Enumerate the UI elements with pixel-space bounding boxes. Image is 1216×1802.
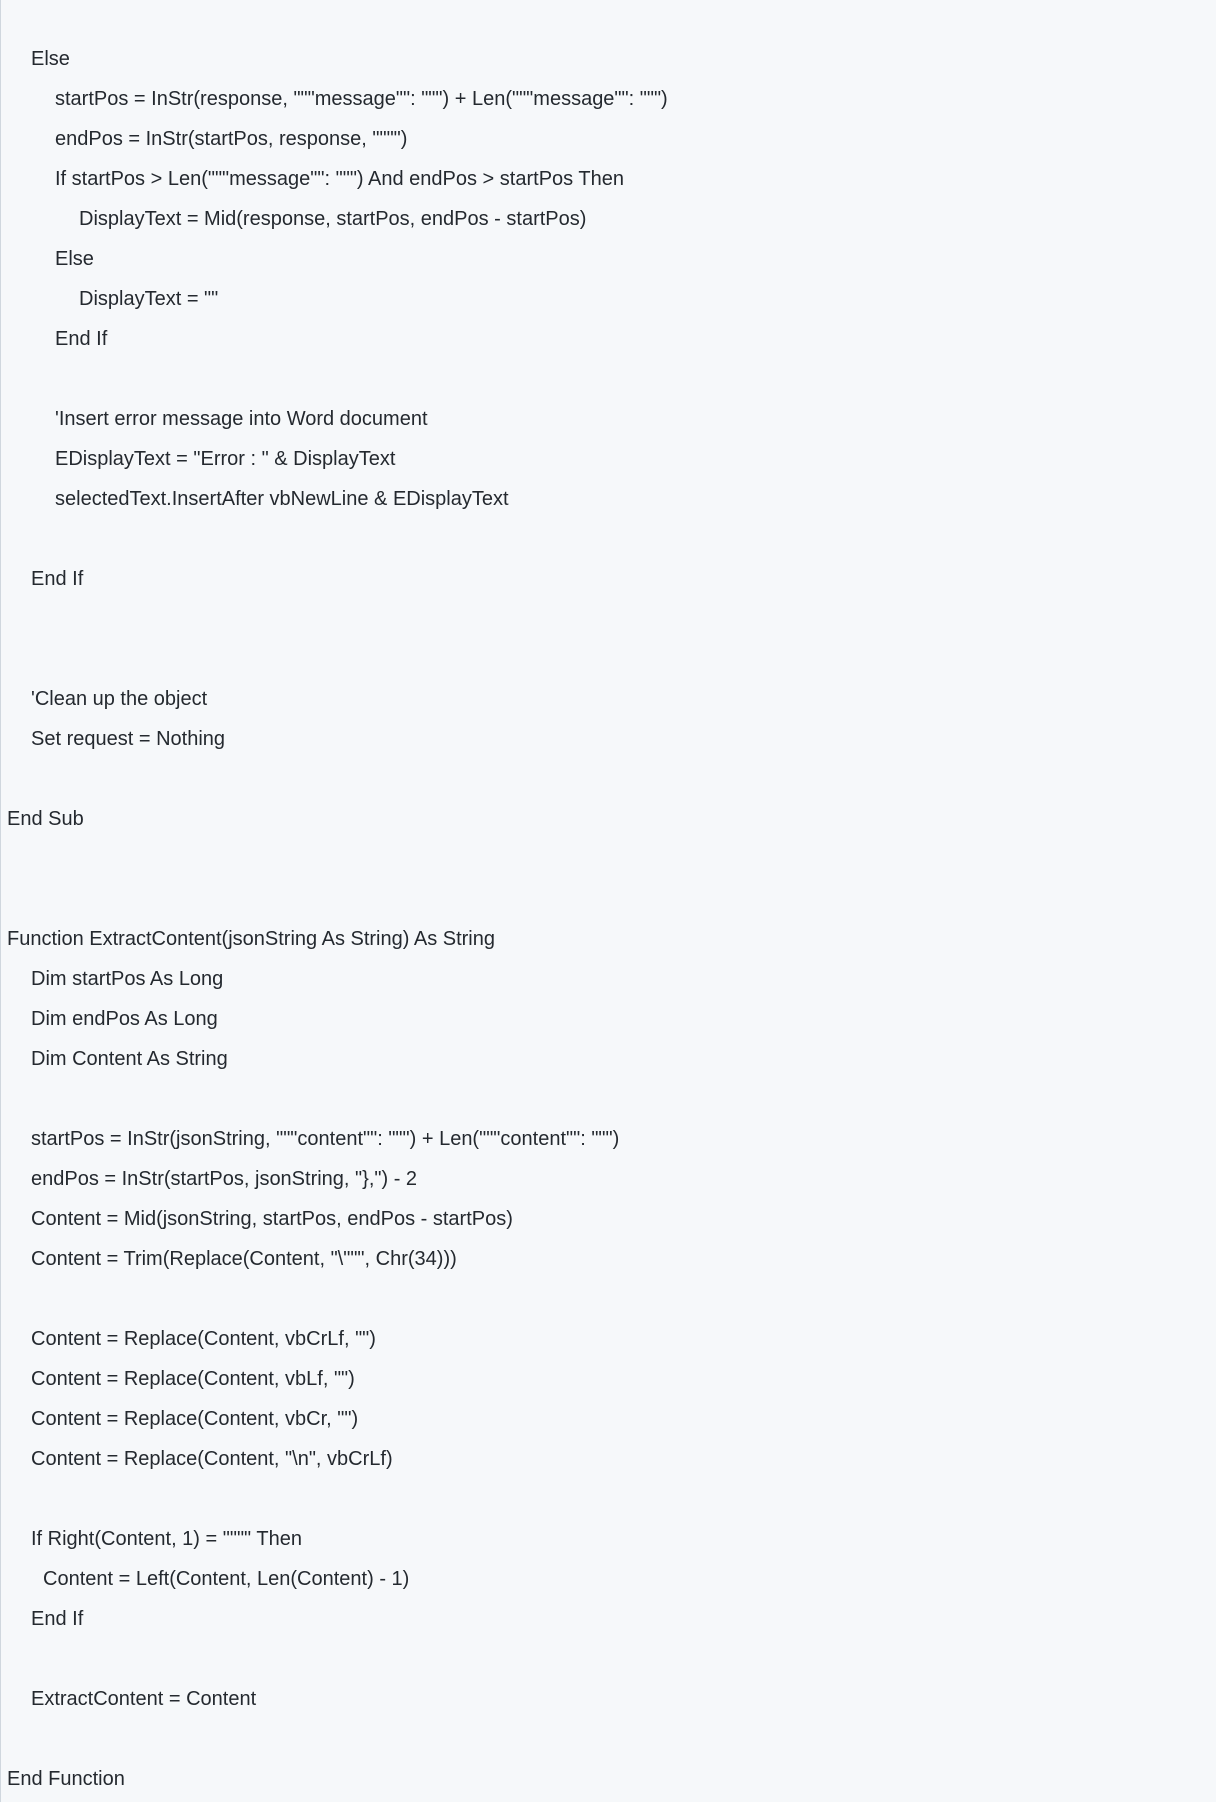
code-line: Content = Mid(jsonString, startPos, endPos - startPos) — [31, 1208, 513, 1230]
code-line: endPos = InStr(startPos, jsonString, "},") - 2 — [31, 1168, 418, 1190]
code-line: ExtractContent = Content — [31, 1688, 257, 1710]
code-line: Else — [31, 48, 70, 70]
code-line: Content = Trim(Replace(Content, "\""", Chr(34))) — [31, 1248, 457, 1270]
code-comment: 'Insert error message into Word document — [55, 408, 428, 430]
code-line: Content = Replace(Content, vbCr, "") — [31, 1408, 359, 1430]
code-line: End If — [31, 1608, 84, 1630]
code-line: selectedText.InsertAfter vbNewLine & EDisplayText — [55, 488, 509, 510]
code-line: Content = Left(Content, Len(Content) - 1) — [43, 1568, 410, 1590]
code-line: Content = Replace(Content, "\n", vbCrLf) — [31, 1448, 393, 1470]
code-line: End If — [31, 568, 84, 590]
code-line: Content = Replace(Content, vbLf, "") — [31, 1368, 355, 1390]
code-line: End Function — [7, 1768, 125, 1790]
code-line: If startPos > Len("""message"": """) And endPos > startPos Then — [55, 168, 624, 190]
code-line: Dim Content As String — [31, 1048, 228, 1070]
code-line: End If — [55, 328, 108, 350]
code-line: startPos = InStr(jsonString, """content"": """) + Len("""content"": """) — [31, 1128, 620, 1150]
code-line: End Sub — [7, 808, 84, 830]
code-comment: 'Clean up the object — [31, 688, 208, 710]
code-line: Dim endPos As Long — [31, 1008, 218, 1030]
code-line: Function ExtractContent(jsonString As String) As String — [7, 928, 495, 950]
code-line: Else — [55, 248, 94, 270]
code-line: DisplayText = "" — [79, 288, 219, 310]
code-line: EDisplayText = "Error : " & DisplayText — [55, 448, 396, 470]
code-line: endPos = InStr(startPos, response, """") — [55, 128, 408, 150]
code-line: Set request = Nothing — [31, 728, 226, 750]
code-line: startPos = InStr(response, """message"": """) + Len("""message"": """) — [55, 88, 668, 110]
code-line: DisplayText = Mid(response, startPos, endPos - startPos) — [79, 208, 587, 230]
code-line: Content = Replace(Content, vbCrLf, "") — [31, 1328, 376, 1350]
code-line: Dim startPos As Long — [31, 968, 224, 990]
code-line: If Right(Content, 1) = """" Then — [31, 1528, 302, 1550]
